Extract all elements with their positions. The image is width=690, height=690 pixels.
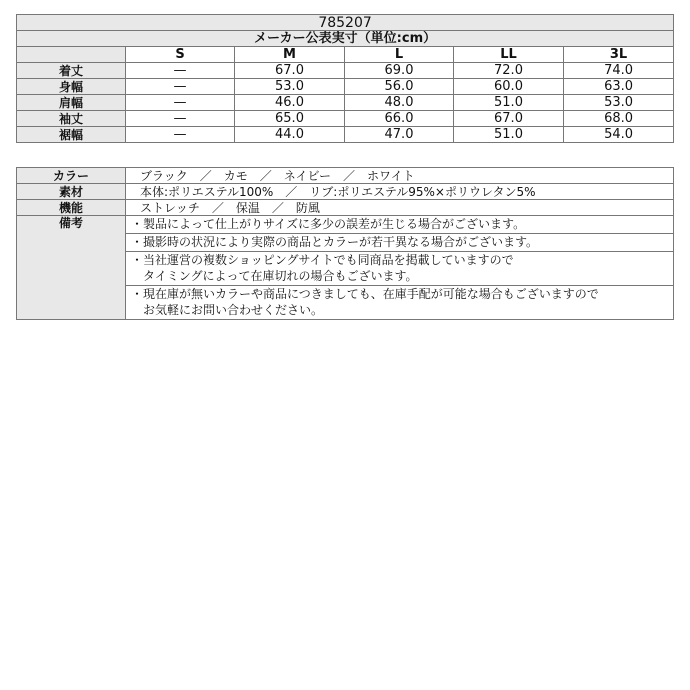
measurement-title-row	[17, 31, 674, 47]
color-value: ブラック ／ カモ ／ ネイビー ／ ホワイト	[126, 168, 674, 184]
color-row	[17, 168, 674, 184]
table-cell: 46.0	[235, 95, 345, 111]
note-line: ・現在庫が無いカラーや商品につきましても、在庫手配が可能な場合もございますので	[131, 287, 599, 301]
table-cell: 66.0	[345, 111, 454, 127]
table-cell: 68.0	[564, 111, 674, 127]
size-header: 3L	[564, 47, 674, 63]
table-cell: 51.0	[454, 95, 564, 111]
table-cell: 51.0	[454, 127, 564, 143]
measurement-title: メーカー公表実寸（単位:cm）	[17, 31, 674, 47]
function-value: ストレッチ ／ 保温 ／ 防風	[126, 200, 674, 216]
note-item	[126, 234, 674, 252]
color-label: カラー	[17, 168, 126, 184]
table-row	[17, 111, 674, 127]
table-row	[17, 79, 674, 95]
size-header: L	[345, 47, 454, 63]
note-line: タイミングによって在庫切れの場合もございます。	[131, 269, 418, 283]
function-row	[17, 200, 674, 216]
row-label: 着丈	[17, 63, 126, 79]
table-cell: —	[126, 127, 235, 143]
table-cell: 67.0	[454, 111, 564, 127]
note-item	[126, 252, 674, 286]
table-cell: 53.0	[235, 79, 345, 95]
table-row	[17, 95, 674, 111]
material-value: 本体:ポリエステル100% ／ リブ:ポリエステル95%×ポリウレタン5%	[126, 184, 674, 200]
table-row	[17, 63, 674, 79]
remarks-label: 備考	[17, 216, 126, 320]
table-cell: 69.0	[345, 63, 454, 79]
table-cell: 65.0	[235, 111, 345, 127]
product-code-row	[17, 15, 674, 31]
note-item	[126, 216, 674, 234]
table-row	[17, 127, 674, 143]
table-cell: 53.0	[564, 95, 674, 111]
row-label: 身幅	[17, 79, 126, 95]
material-label: 素材	[17, 184, 126, 200]
row-label: 裾幅	[17, 127, 126, 143]
table-cell: 48.0	[345, 95, 454, 111]
size-header-row	[17, 47, 674, 63]
table-cell: 74.0	[564, 63, 674, 79]
corner-cell	[17, 47, 126, 63]
table-cell: 44.0	[235, 127, 345, 143]
note-line: ・撮影時の状況により実際の商品とカラーが若干異なる場合がございます。	[131, 235, 539, 249]
table-cell: —	[126, 111, 235, 127]
note-item	[126, 286, 674, 320]
function-label: 機能	[17, 200, 126, 216]
product-code: 785207	[17, 15, 674, 31]
note-line: お気軽にお問い合わせください。	[131, 303, 324, 317]
table-cell: —	[126, 79, 235, 95]
table-cell: 63.0	[564, 79, 674, 95]
material-row	[17, 184, 674, 200]
table-cell: —	[126, 63, 235, 79]
table-cell: 47.0	[345, 127, 454, 143]
row-label: 肩幅	[17, 95, 126, 111]
note-line: ・当社運営の複数ショッピングサイトでも同商品を掲載していますので	[131, 253, 514, 267]
note-line: ・製品によって仕上がりサイズに多少の誤差が生じる場合がございます。	[131, 217, 526, 231]
size-header: M	[235, 47, 345, 63]
remarks-row	[17, 216, 674, 234]
spec-table	[16, 167, 674, 320]
size-header: S	[126, 47, 235, 63]
table-cell: 60.0	[454, 79, 564, 95]
size-header: LL	[454, 47, 564, 63]
table-cell: 67.0	[235, 63, 345, 79]
table-cell: 54.0	[564, 127, 674, 143]
table-cell: —	[126, 95, 235, 111]
row-label: 袖丈	[17, 111, 126, 127]
table-cell: 56.0	[345, 79, 454, 95]
table-cell: 72.0	[454, 63, 564, 79]
size-chart-table	[16, 14, 674, 143]
